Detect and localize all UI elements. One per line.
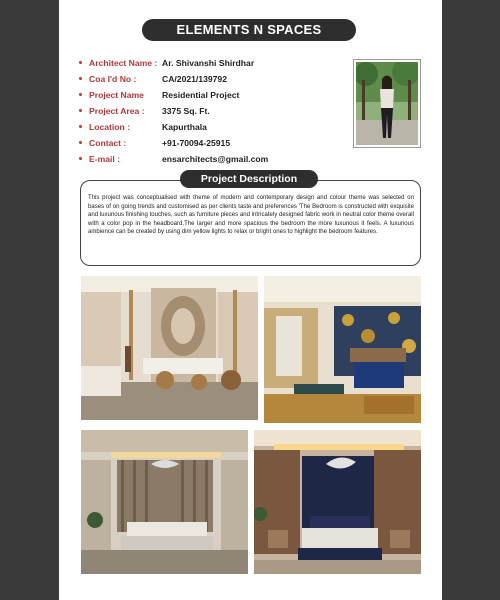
detail-value: Residential Project: [162, 90, 240, 100]
bedroom-grey-render: [81, 430, 248, 574]
detail-value: 3375 Sq. Ft.: [162, 106, 210, 116]
detail-value: Kapurthala: [162, 122, 207, 132]
detail-value: Ar. Shivanshi Shirdhar: [162, 58, 255, 68]
bedroom-navy-render: [254, 430, 421, 574]
bullet-icon: [79, 77, 82, 80]
description-text: This project was conceptualised with theme of modern and contemporary design and colour theme was selected on bases of on going trends and customised as per clients taste and preferences 'The Bedroom is constructed with exquisite and luxurious finishing touches, such as furniture pieces and intricately designed fabric work in neutral color theme overall with a color pop in the headboard.The larger and more spacious the bedroom the more luxurious it feels. A luxurious ambience can be created by using dim yellow lights to relax or bright ones to highlight the bedroom features.: [88, 195, 414, 235]
page-title: ELEMENTS N SPACES: [142, 19, 356, 41]
detail-value: CA/2021/139792: [162, 74, 227, 84]
living-room-render: [81, 276, 258, 420]
bullet-icon: [79, 109, 82, 112]
detail-label: Location :: [89, 122, 131, 132]
detail-label: Project Name: [89, 90, 144, 100]
detail-value: +91-70094-25915: [162, 138, 231, 148]
bullet-icon: [79, 61, 82, 64]
document-page: [59, 0, 442, 600]
bullet-icon: [79, 93, 82, 96]
bullet-icon: [79, 125, 82, 128]
bullet-icon: [79, 157, 82, 160]
detail-label: E-mail :: [89, 154, 121, 164]
detail-label: Coa I'd No :: [89, 74, 137, 84]
email-link[interactable]: ensarchitects@gmail.com: [162, 154, 269, 164]
section-heading: Project Description: [180, 170, 318, 188]
detail-label: Contact :: [89, 138, 127, 148]
architect-portrait: [353, 59, 421, 148]
bedroom-blue-render: [264, 276, 421, 423]
bullet-icon: [79, 141, 82, 144]
detail-label: Architect Name :: [89, 58, 158, 68]
detail-label: Project Area :: [89, 106, 145, 116]
